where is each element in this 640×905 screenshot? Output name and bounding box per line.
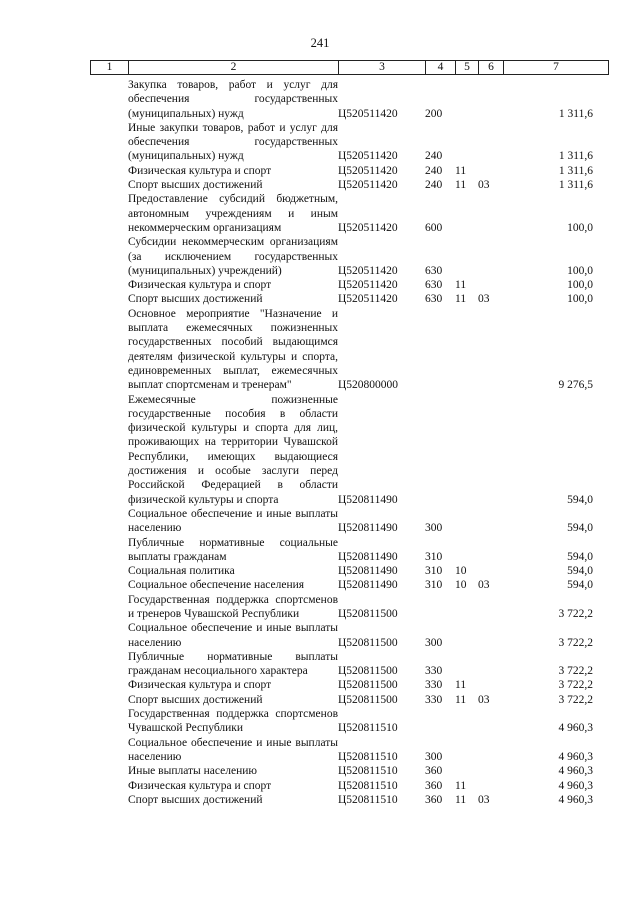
row-amount: 1 311,6 xyxy=(558,107,593,120)
page-number: 241 xyxy=(310,36,330,50)
row-target-code: Ц520511420 xyxy=(338,279,398,292)
row-section: 11 xyxy=(455,693,467,706)
row-expense-type: 330 xyxy=(425,665,443,678)
row-amount: 1 311,6 xyxy=(558,179,593,192)
row-target-code: Ц520511420 xyxy=(338,221,398,234)
row-name: Физическая культура и спорт xyxy=(128,779,272,792)
header-col-4: 4 xyxy=(426,61,456,75)
row-target-code: Ц520811510 xyxy=(338,793,398,806)
row-name: Публичные нормативные выплаты гражданам несоциального характера xyxy=(128,650,338,678)
row-amount: 100,0 xyxy=(567,264,593,277)
row-target-code: Ц520811510 xyxy=(338,750,398,763)
header-col-6: 6 xyxy=(479,61,504,75)
row-amount: 4 960,3 xyxy=(558,793,593,806)
row-subsection: 03 xyxy=(478,179,490,192)
row-amount: 594,0 xyxy=(567,550,593,563)
row-section: 11 xyxy=(455,164,467,177)
row-name: Предоставление субсидий бюджетным, автономным учреждениям и иным некоммерческим организациям xyxy=(128,193,338,234)
row-amount: 3 722,2 xyxy=(558,636,593,649)
row-target-code: Ц520811500 xyxy=(338,665,398,678)
table-row xyxy=(90,192,608,235)
row-subsection: 03 xyxy=(478,579,490,592)
row-amount: 594,0 xyxy=(567,493,593,506)
table-row xyxy=(90,693,608,707)
row-target-code: Ц520511420 xyxy=(338,150,398,163)
row-section: 11 xyxy=(455,679,467,692)
row-amount: 1 311,6 xyxy=(558,164,593,177)
row-name: Публичные нормативные социальные выплаты гражданам xyxy=(128,536,338,563)
row-target-code: Ц520811500 xyxy=(338,636,398,649)
row-expense-type: 310 xyxy=(425,550,443,563)
row-amount: 3 722,2 xyxy=(558,607,593,620)
row-subsection: 03 xyxy=(478,293,490,306)
row-name: Спорт высших достижений xyxy=(128,793,263,806)
row-amount: 4 960,3 xyxy=(558,765,593,778)
row-name: Государственная поддержка спортсменов и тренеров Чувашской Республики xyxy=(128,593,338,620)
row-target-code: Ц520811510 xyxy=(338,765,398,778)
row-amount: 100,0 xyxy=(567,279,593,292)
row-expense-type: 240 xyxy=(425,150,443,163)
row-target-code: Ц520511420 xyxy=(338,164,398,177)
row-amount: 4 960,3 xyxy=(558,750,593,763)
header-col-7: 7 xyxy=(504,61,609,75)
row-amount: 4 960,3 xyxy=(558,779,593,792)
row-expense-type: 330 xyxy=(425,679,443,692)
row-name: Закупка товаров, работ и услуг для обеспечения государственных (муниципальных) нужд xyxy=(128,79,338,120)
row-subsection: 03 xyxy=(478,793,490,806)
row-name: Спорт высших достижений xyxy=(128,693,263,706)
row-expense-type: 360 xyxy=(425,779,443,792)
table-row xyxy=(90,536,608,565)
row-expense-type: 240 xyxy=(425,164,443,177)
table-row xyxy=(90,793,608,807)
header-col-5: 5 xyxy=(456,61,479,75)
row-target-code: Ц520511420 xyxy=(338,179,398,192)
table-row xyxy=(90,307,608,393)
row-expense-type: 360 xyxy=(425,793,443,806)
table-row xyxy=(90,564,608,578)
row-expense-type: 330 xyxy=(425,693,443,706)
budget-table-body xyxy=(90,78,608,807)
row-expense-type: 630 xyxy=(425,264,443,277)
row-expense-type: 310 xyxy=(425,565,443,578)
row-amount: 9 276,5 xyxy=(558,379,593,392)
table-row xyxy=(90,292,608,306)
row-name: Физическая культура и спорт xyxy=(128,679,272,692)
row-section: 10 xyxy=(455,579,467,592)
row-target-code: Ц520811490 xyxy=(338,493,398,506)
row-expense-type: 600 xyxy=(425,221,443,234)
row-amount: 3 722,2 xyxy=(558,665,593,678)
row-target-code: Ц520811500 xyxy=(338,679,398,692)
row-amount: 3 722,2 xyxy=(558,693,593,706)
row-target-code: Ц520811490 xyxy=(338,579,398,592)
row-expense-type: 630 xyxy=(425,293,443,306)
table-row xyxy=(90,393,608,507)
row-section: 11 xyxy=(455,279,467,292)
row-section: 11 xyxy=(455,779,467,792)
row-section: 11 xyxy=(455,179,467,192)
row-target-code: Ц520811500 xyxy=(338,607,398,620)
row-target-code: Ц520811490 xyxy=(338,522,398,535)
table-row xyxy=(90,121,608,164)
row-expense-type: 300 xyxy=(425,522,443,535)
row-name: Иные закупки товаров, работ и услуг для обеспечения государственных (муниципальных) нужд xyxy=(128,121,338,163)
header-col-3: 3 xyxy=(339,61,426,75)
row-section: 10 xyxy=(455,565,467,578)
row-amount: 594,0 xyxy=(567,522,593,535)
row-target-code: Ц520800000 xyxy=(338,379,399,392)
row-expense-type: 200 xyxy=(425,107,443,120)
row-expense-type: 630 xyxy=(425,279,443,292)
row-target-code: Ц520511420 xyxy=(338,264,398,277)
row-target-code: Ц520811500 xyxy=(338,693,398,706)
table-row xyxy=(90,278,608,292)
table-row xyxy=(90,650,608,679)
row-target-code: Ц520811490 xyxy=(338,550,398,563)
row-name: Основное мероприятие "Назначение и выплата ежемесячных пожизненных государственных пособий выдающимся деятелям физической культуры и спорта, единовременных выплат, ежемесячных выплат спортсменам и тренерам" xyxy=(128,307,338,392)
table-row xyxy=(90,707,608,736)
row-expense-type: 310 xyxy=(425,579,443,592)
row-expense-type: 360 xyxy=(425,765,443,778)
table-row xyxy=(90,178,608,192)
table-row xyxy=(90,507,608,536)
row-name: Социальное обеспечение населения xyxy=(128,579,305,592)
row-expense-type: 300 xyxy=(425,750,443,763)
row-expense-type: 300 xyxy=(425,636,443,649)
row-name: Социальное обеспечение и иные выплаты населению xyxy=(128,622,338,649)
row-amount: 594,0 xyxy=(567,565,593,578)
row-name: Государственная поддержка спортсменов Чувашской Республики xyxy=(128,708,338,735)
table-row xyxy=(90,678,608,692)
row-name: Социальное обеспечение и иные выплаты населению xyxy=(128,736,338,763)
row-target-code: Ц520811510 xyxy=(338,722,398,735)
row-amount: 100,0 xyxy=(567,293,593,306)
row-amount: 3 722,2 xyxy=(558,679,593,692)
row-amount: 594,0 xyxy=(567,579,593,592)
row-subsection: 03 xyxy=(478,693,490,706)
table-row xyxy=(90,78,608,121)
row-name: Иные выплаты населению xyxy=(128,765,257,778)
row-name: Социальная политика xyxy=(128,565,235,578)
table-row xyxy=(90,578,608,592)
row-name: Социальное обеспечение и иные выплаты населению xyxy=(128,507,338,535)
table-row xyxy=(90,764,608,778)
row-amount: 100,0 xyxy=(567,221,593,234)
row-target-code: Ц520811490 xyxy=(338,565,398,578)
table-row xyxy=(90,593,608,622)
row-target-code: Ц520511420 xyxy=(338,107,398,120)
row-target-code: Ц520511420 xyxy=(338,293,398,306)
row-section: 11 xyxy=(455,293,467,306)
table-row xyxy=(90,779,608,793)
column-number-header xyxy=(90,60,609,75)
row-amount: 1 311,6 xyxy=(558,150,593,163)
row-name: Физическая культура и спорт xyxy=(128,279,272,292)
table-row xyxy=(90,736,608,765)
row-amount: 4 960,3 xyxy=(558,722,593,735)
row-name: Спорт высших достижений xyxy=(128,179,263,192)
row-name: Физическая культура и спорт xyxy=(128,164,272,177)
table-row xyxy=(90,621,608,650)
row-target-code: Ц520811510 xyxy=(338,779,398,792)
row-name: Субсидии некоммерческим организациям (за исключением государственных (муниципальных) учреждений) xyxy=(128,236,338,277)
row-section: 11 xyxy=(455,793,467,806)
header-col-1: 1 xyxy=(91,61,129,75)
row-expense-type: 240 xyxy=(425,179,443,192)
row-name: Ежемесячные пожизненные государственные пособия в области физической культуры и спорта для лиц, проживающих на территории Чувашской Республики, имеющих выдающиеся достижения и особые заслуги перед Российской Федерацией в области физической культуры и спорта xyxy=(128,393,338,506)
header-col-2: 2 xyxy=(129,61,339,75)
row-name: Спорт высших достижений xyxy=(128,293,263,306)
table-row xyxy=(90,164,608,178)
table-row xyxy=(90,235,608,278)
